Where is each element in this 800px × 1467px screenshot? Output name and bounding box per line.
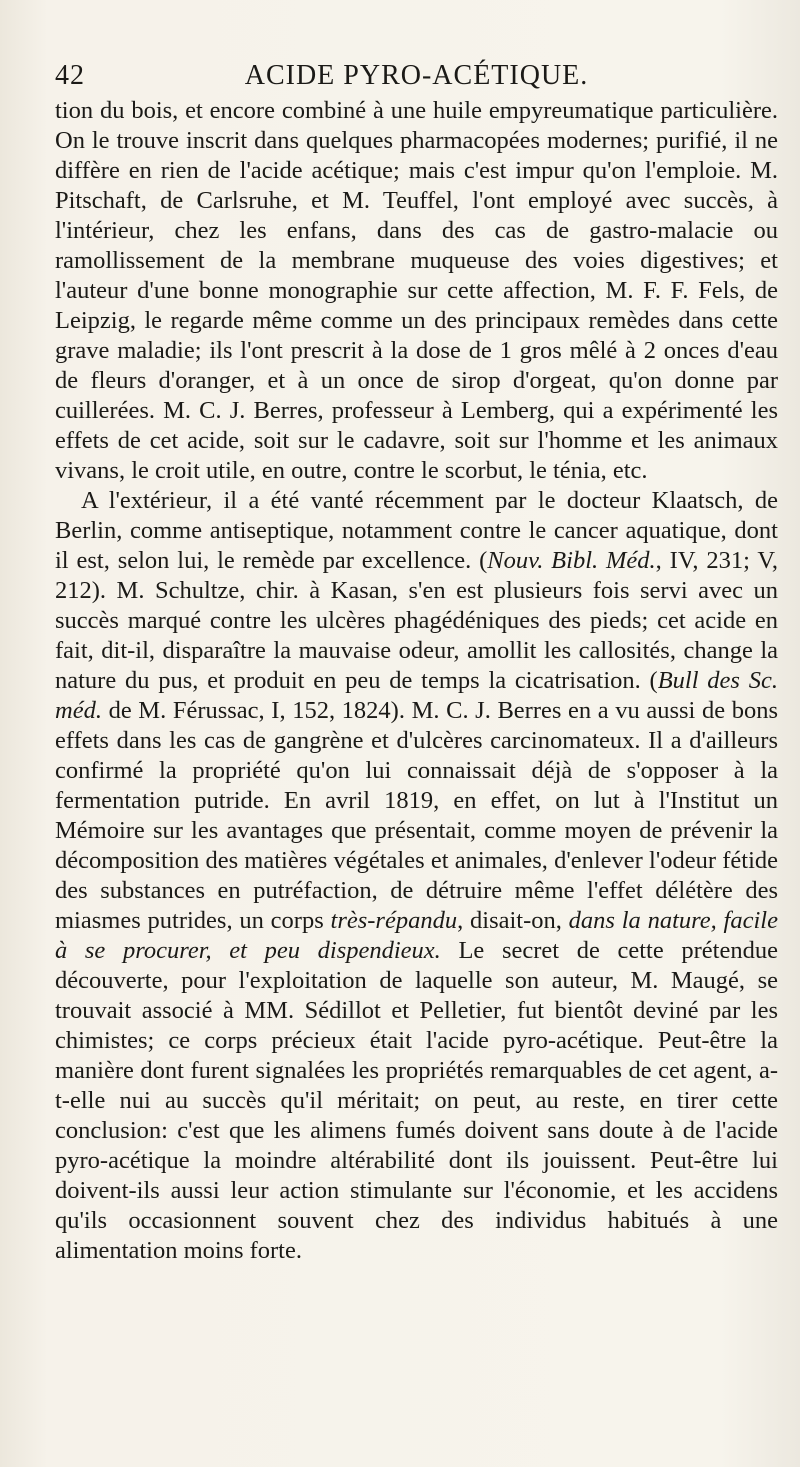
paragraph-2-text-5: Le secret de cette prétendue découverte, pour l'exploitation de laquelle son auteur, M. Maugé, se trouvait associé à MM. Sédillot et Pelletier, fut bientôt deviné par les chimistes; ce corps précieux était l'acide pyro-acétique. Peut-être la manière dont furent signalées les propriétés remarquables de cet agent, a-t-elle nui au succès qu'il méritait; on peut, au reste, en tirer cette conclusion: c'est que les alimens fumés doivent sans doute à de l'acide pyro-acétique la moindre altérabilité dont ils jouissent. Peut-être lui doivent-ils aussi leur action stimulante sur l'économie, et les accidens qu'ils occasionnent souvent chez des individus habitués à une alimentation moins forte. [55,937,778,1264]
paragraph-1: tion du bois, et encore combiné à une huile empyreumatique particulière. On le trouve inscrit dans quelques pharmacopées modernes; purifié, il ne diffère en rien de l'acide acétique; mais c'est impur qu'on l'emploie. M. Pitschaft, de Carlsruhe, et M. Teuffel, l'ont employé avec succès, à l'intérieur, chez les enfans, dans des cas de gastro-malacie ou ramollissement de la membrane muqueuse des voies digestives; et l'auteur d'une bonne monographie sur cette affection, M. F. F. Fels, de Leipzig, le regarde même comme un des principaux remèdes dans cette grave maladie; ils l'ont prescrit à la dose de 1 gros mêlé à 2 onces d'eau de fleurs d'oranger, et à un once de sirop d'orgeat, qu'on donne par cuillerées. M. C. J. Berres, professeur à Lemberg, qui a expérimenté les effets de cet acide, soit sur le cadavre, soit sur l'homme et les animaux vivans, le croit utile, en outre, contre le scorbut, le ténia, etc. [55,97,778,484]
reference-nouv-bibl-med: Nouv. Bibl. Méd. [487,547,656,574]
quote-dans-la-nature: dans la nature, facile à se procurer, et peu dispendieux. [55,907,778,964]
reference-bull-des-sc-med: Bull des Sc. méd. [55,667,778,724]
paragraph-2 [55,486,778,1266]
paragraph-2-text-2: , IV, 231; V, 212). M. Schultze, chir. à Kasan, s'en est plusieurs fois servi avec un succès marqué contre les ulcères phagédéniques des pieds; cet acide en fait, dit-il, disparaître la mauvaise odeur, amollit les callosités, change la nature du pus, et produit en peu de temps la cicatrisation. ( [55,547,778,694]
body-text [55,96,778,1266]
quote-tres-repandu: très-répandu [330,907,458,934]
page-number: 42 [55,60,85,91]
paragraph-2-text-1: A l'extérieur, il a été vanté récemment par le docteur Klaatsch, de Berlin, comme antiseptique, notamment contre le cancer aquatique, dont il est, selon lui, le remède par excellence. ( [55,487,778,574]
running-title: ACIDE PYRO-ACÉTIQUE. [244,60,589,91]
paragraph-2-text-4: , disait-on, [457,907,569,934]
paragraph-2-text-3: de M. Férussac, I, 152, 1824). M. C. J. Berres en a vu aussi de bons effets dans les cas de gangrène et d'ulcères carcinomateux. Il a d'ailleurs confirmé la propriété qu'on lui connaissait déjà de s'opposer à la fermentation putride. En avril 1819, en effet, on lut à l'Institut un Mémoire sur les avantages que présentait, comme moyen de prévenir la décomposition des matières végétales et animales, d'enlever l'odeur fétide des substances en putréfaction, de détruire même l'effet délétère des miasmes putrides, un corps [55,697,778,934]
page-header [55,52,778,96]
